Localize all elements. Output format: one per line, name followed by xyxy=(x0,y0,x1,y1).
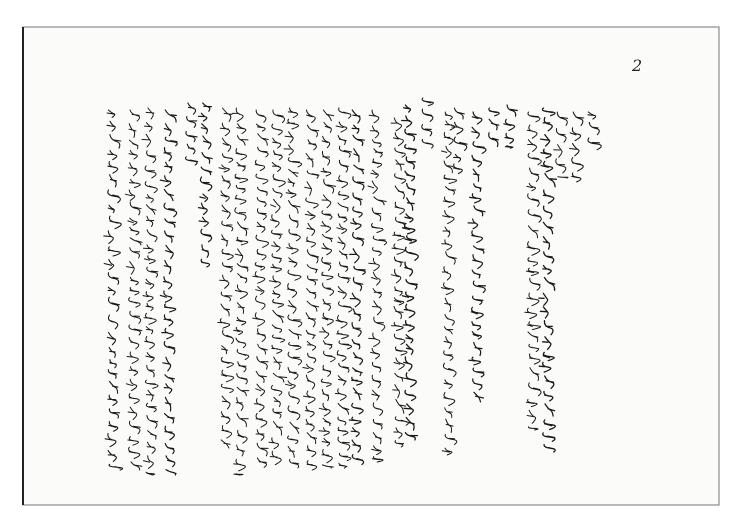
page-number: 2 xyxy=(632,56,643,75)
paper-sheet xyxy=(23,27,719,505)
